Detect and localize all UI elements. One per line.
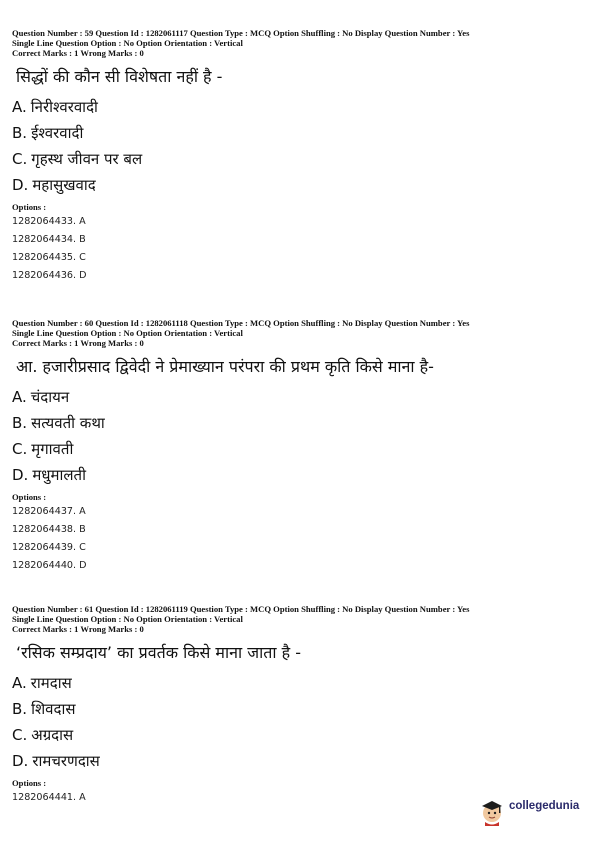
question-marks: Correct Marks : 1 Wrong Marks : 0	[12, 338, 144, 348]
option-b: B. ईश्वरवादी	[12, 124, 84, 142]
graduate-avatar-icon	[479, 796, 505, 826]
question-block	[12, 604, 469, 807]
option-id: 1282064436. D	[12, 270, 87, 281]
option-b: B. सत्यवती कथा	[12, 414, 105, 432]
option-d: D. महासुखवाद	[12, 176, 96, 194]
option-id: 1282064439. C	[12, 542, 86, 553]
logo-wordmark: collegedunia	[509, 800, 580, 812]
options-heading: Options :	[12, 492, 47, 502]
option-c: C. गृहस्थ जीवन पर बल	[12, 150, 143, 168]
options-heading: Options :	[12, 778, 47, 788]
collegedunia-logo	[479, 794, 589, 828]
option-b: B. शिवदास	[12, 700, 76, 718]
option-a: A. निरीश्वरवादी	[12, 98, 98, 116]
question-text: ‘रसिक सम्प्रदाय’ का प्रवर्तक किसे माना जाता है -	[16, 643, 301, 662]
option-id: 1282064434. B	[12, 234, 86, 245]
question-marks: Correct Marks : 1 Wrong Marks : 0	[12, 48, 144, 58]
question-text: सिद्धों की कौन सी विशेषता नहीं है -	[16, 67, 223, 86]
option-id: 1282064433. A	[12, 216, 86, 227]
option-c: C. मृगावती	[12, 440, 74, 458]
options-heading: Options :	[12, 202, 47, 212]
question-meta: Single Line Question Option : No Option Orientation : Vertical	[12, 328, 243, 338]
question-meta: Question Number : 59 Question Id : 1282061117 Question Type : MCQ Option Shuffling : No Display Question Number : Yes	[12, 28, 470, 38]
option-d: D. मधुमालती	[12, 466, 86, 484]
question-block	[12, 28, 469, 285]
question-text: आ. हजारीप्रसाद द्विवेदी ने प्रेमाख्यान परंपरा की प्रथम कृति किसे माना है-	[16, 357, 434, 376]
question-meta: Question Number : 61 Question Id : 1282061119 Question Type : MCQ Option Shuffling : No Display Question Number : Yes	[12, 604, 470, 614]
option-id: 1282064441. A	[12, 792, 86, 803]
option-a: A. रामदास	[12, 674, 72, 692]
option-id: 1282064437. A	[12, 506, 86, 517]
option-id: 1282064438. B	[12, 524, 86, 535]
option-d: D. रामचरणदास	[12, 752, 100, 770]
option-a: A. चंदायन	[12, 388, 70, 406]
option-c: C. अग्रदास	[12, 726, 74, 744]
question-marks: Correct Marks : 1 Wrong Marks : 0	[12, 624, 144, 634]
question-meta: Question Number : 60 Question Id : 1282061118 Question Type : MCQ Option Shuffling : No Display Question Number : Yes	[12, 318, 470, 328]
question-meta: Single Line Question Option : No Option Orientation : Vertical	[12, 614, 243, 624]
question-meta: Single Line Question Option : No Option Orientation : Vertical	[12, 38, 243, 48]
option-id: 1282064435. C	[12, 252, 86, 263]
question-block	[12, 318, 469, 575]
option-id: 1282064440. D	[12, 560, 87, 571]
